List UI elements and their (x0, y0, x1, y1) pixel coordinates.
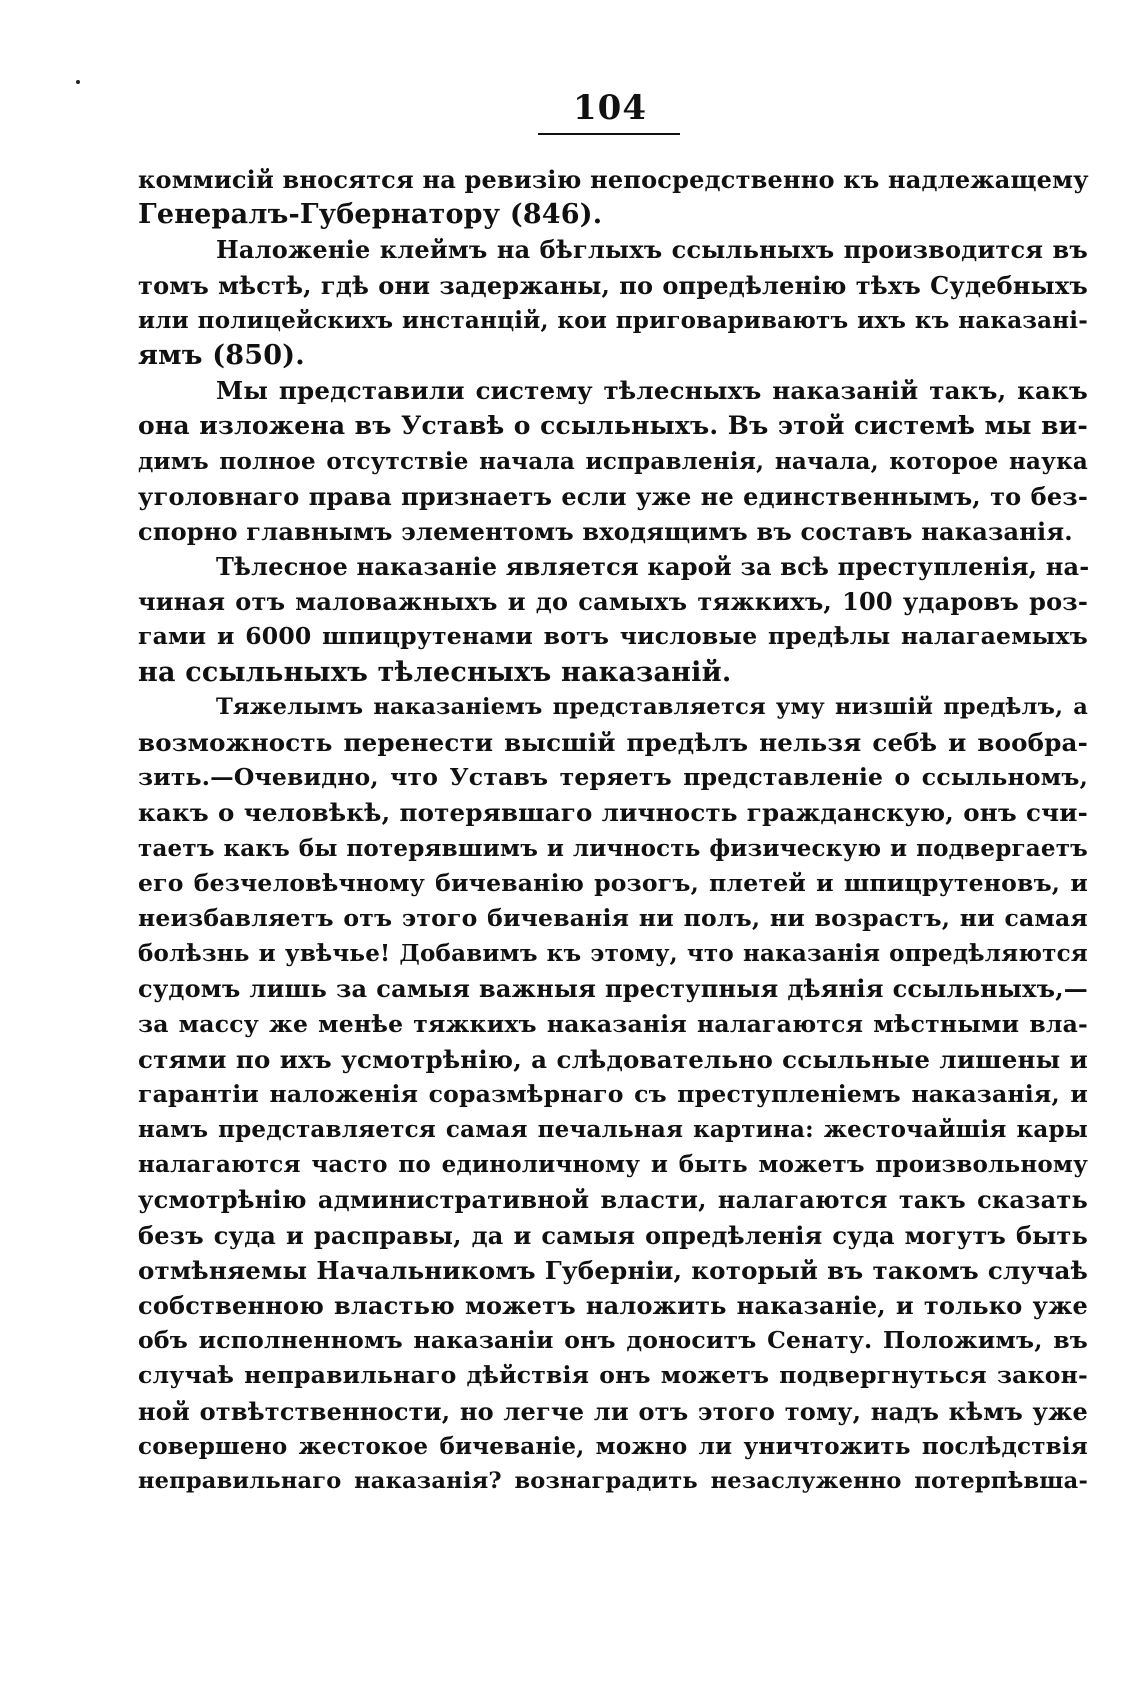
text-line: зить.—Очевидно, что Уставъ теряетъ представленіе о ссыльномъ, (138, 763, 1088, 792)
text-line: Мы представили систему тѣлесныхъ наказаній такъ, какъ (216, 376, 1088, 406)
text-line: стями по ихъ усмотрѣнію, а слѣдовательно ссыльные лишены и (138, 1044, 1088, 1074)
text-line: коммисій вносятся на ревизію непосредственно къ надлежащему (138, 165, 1089, 194)
text-line: намъ представляется самая печальная картина: жесточайшія кары (138, 1116, 1088, 1144)
text-line: ной отвѣтственности, но легче ли отъ этого тому, надъ кѣмъ уже (138, 1396, 1088, 1426)
page-number: 104 (573, 88, 647, 128)
text-line: гами и 6000 шпицрутенами вотъ числовые предѣлы налагаемыхъ (138, 622, 1088, 651)
text-line: Наложеніе клеймъ на бѣглыхъ ссыльныхъ производится въ (216, 235, 1088, 265)
text-line: на ссыльныхъ тѣлесныхъ наказаній. (138, 656, 732, 688)
text-line: неправильнаго наказанія? вознаградить незаслуженно потерпѣвша- (138, 1467, 1088, 1494)
text-line: Тѣлесное наказаніе является карой за всѣ преступленія, на- (216, 552, 1090, 582)
text-line: или полицейскихъ инстанцій, кои приговариваютъ ихъ къ наказані- (138, 306, 1088, 334)
text-line: спорно главнымъ элементомъ входящимъ въ составъ наказанія. (138, 516, 1073, 546)
text-line: она изложена въ Уставѣ о ссыльныхъ. Въ этой системѣ мы ви- (138, 411, 1088, 441)
text-line: неизбавляетъ отъ этого бичеванія ни полъ, ни возрастъ, ни самая (138, 903, 1088, 932)
text-line: возможность перенести высшій предѣлъ нельзя себѣ и вообра- (138, 728, 1088, 757)
text-line: случаѣ неправильнаго дѣйствія онъ можетъ подвергнуться закон- (138, 1361, 1088, 1390)
text-line: налагаются часто по единоличному и быть можетъ произвольному (138, 1151, 1088, 1179)
text-line: усмотрѣнію административной власти, налагаются такъ сказать (138, 1185, 1088, 1215)
text-line: уголовнаго права признаетъ если уже не единственнымъ, то без- (138, 481, 1088, 511)
text-line: чиная отъ маловажныхъ и до самыхъ тяжкихъ, 100 ударовъ роз- (138, 587, 1088, 617)
text-line: гарантіи наложенія соразмѣрнаго съ преступленіемъ наказанія, и (138, 1079, 1088, 1108)
text-line: болѣзнь и увѣчье! Добавимъ къ этому, что наказанія опредѣляются (138, 940, 1088, 968)
page-number-underline (538, 133, 680, 135)
text-line: томъ мѣстѣ, гдѣ они задержаны, по опредѣленію тѣхъ Судебныхъ (138, 270, 1088, 300)
text-line: объ исполненномъ наказаніи онъ доноситъ Сенату. Положимъ, въ (138, 1326, 1088, 1355)
text-line: ямъ (850). (138, 339, 305, 371)
text-line: судомъ лишь за самыя важныя преступныя дѣянія ссыльныхъ,— (138, 974, 1088, 1004)
text-line: димъ полное отсутствіе начала исправленія, начала, которое наука (138, 447, 1088, 475)
text-line: безъ суда и расправы, да и самыя опредѣленія суда могутъ быть (138, 1220, 1088, 1250)
text-line: собственною властью можетъ наложить наказаніе, и только уже (138, 1291, 1088, 1320)
text-line: отмѣняемы Начальникомъ Губерніи, который въ такомъ случаѣ (138, 1255, 1088, 1285)
text-line: его безчеловѣчному бичеванію розогъ, плетей и шпицрутеновъ, и (138, 868, 1088, 897)
text-line: за массу же менѣе тяжкихъ наказанія налагаются мѣстными вла- (138, 1009, 1088, 1038)
text-line: таетъ какъ бы потерявшимъ и личность физическую и подвергаетъ (138, 834, 1088, 862)
body-text (138, 162, 1088, 1499)
text-line: совершено жестокое бичеваніе, можно ли уничтожить послѣдствія (138, 1432, 1088, 1460)
ink-speck (76, 80, 80, 84)
text-line: Тяжелымъ наказаніемъ представляется уму низшій предѣлъ, а (216, 693, 1088, 720)
text-line: какъ о человѣкѣ, потерявшаго личность гражданскую, онъ счи- (138, 798, 1088, 828)
text-line: Генералъ-Губернатору (846). (138, 199, 603, 231)
